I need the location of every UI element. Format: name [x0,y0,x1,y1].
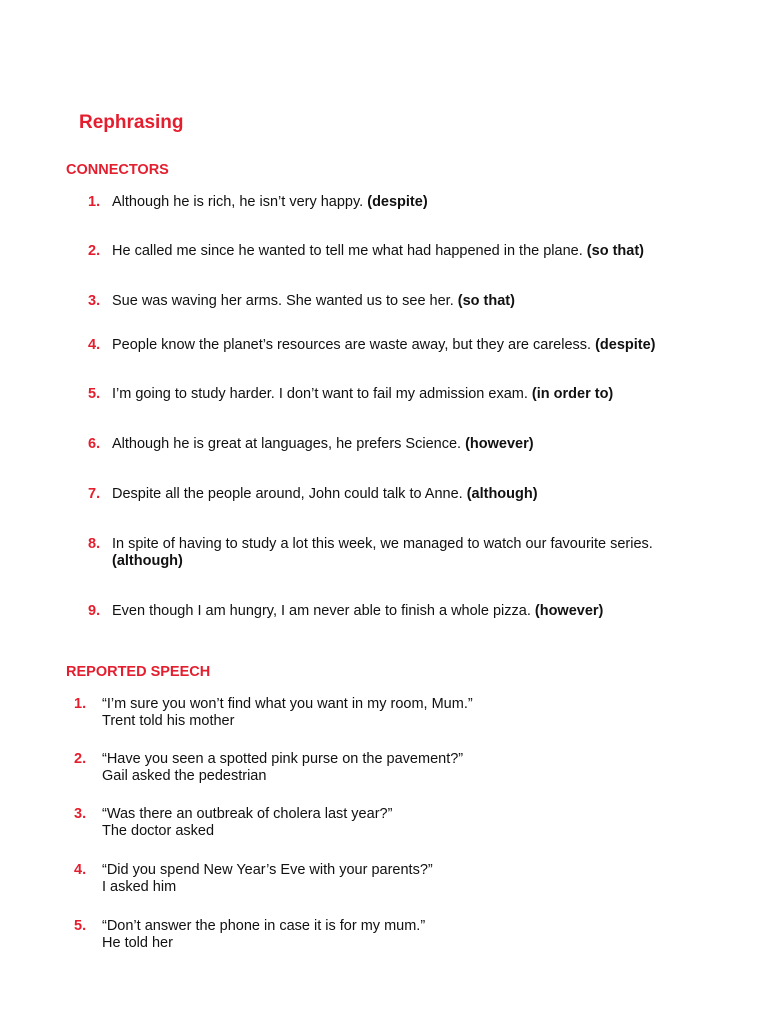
item-quote: “Did you spend New Year’s Eve with your parents?” [102,862,433,878]
item-text: Although he is rich, he isn’t very happy. [112,194,364,210]
item-reporter: Gail asked the pedestrian [102,768,267,784]
reported-item [74,862,674,902]
item-number: 3. [88,293,101,309]
connector-item [88,536,728,576]
item-number: 9. [88,603,101,619]
item-number: 2. [88,243,101,259]
connector-item [88,386,728,426]
item-reporter: Trent told his mother [102,713,235,729]
item-hint: (although) [466,486,538,502]
connector-item [88,337,728,377]
item-number: 6. [88,436,101,452]
item-reporter: The doctor asked [102,823,215,839]
reported-item [74,751,674,791]
connector-item [88,436,728,476]
item-quote: “Don’t answer the phone in case it is for my mum.” [102,918,426,934]
item-text: In spite of having to study a lot this week, we managed to watch our favourite series. [112,536,653,552]
item-number: 1. [88,194,101,210]
item-reporter: He told her [102,935,173,951]
item-number: 8. [88,536,101,552]
item-hint: (so that) [586,243,644,259]
item-hint: (however) [465,436,534,452]
item-hint: (so that) [457,293,515,309]
connector-item [88,194,728,234]
item-number: 5. [88,386,101,402]
item-quote: “Have you seen a spotted pink purse on the pavement?” [102,751,464,767]
item-number: 2. [74,751,87,767]
item-quote: “Was there an outbreak of cholera last year?” [102,806,393,822]
connector-item [88,603,728,643]
item-hint: (however) [534,603,604,619]
item-number: 5. [74,918,87,934]
item-hint: (although) [112,553,183,569]
connector-item [88,293,728,333]
item-number: 7. [88,486,101,502]
connector-item [88,243,728,283]
item-text: Even though I am hungry, I am never able to finish a whole pizza. [112,603,531,619]
section-heading-reported-speech: REPORTED SPEECH [66,664,211,680]
item-text: Despite all the people around, John could talk to Anne. [112,486,463,502]
item-text: I’m going to study harder. I don’t want to fail my admission exam. [112,386,528,402]
connector-item [88,486,728,526]
item-number: 4. [88,337,101,353]
item-text: Sue was waving her arms. She wanted us to see her. [112,293,454,309]
item-text: Although he is great at languages, he prefers Science. [112,436,462,452]
item-hint: (in order to) [531,386,614,402]
item-number: 3. [74,806,87,822]
item-hint: (despite) [367,194,428,210]
page-title: Rephrasing [79,112,184,133]
item-text: People know the planet’s resources are waste away, but they are careless. [112,337,592,353]
reported-item [74,696,674,736]
item-hint: (despite) [595,337,656,353]
section-heading-connectors: CONNECTORS [66,162,169,178]
item-reporter: I asked him [102,879,177,895]
item-quote: “I’m sure you won’t find what you want in my room, Mum.” [102,696,473,712]
item-number: 4. [74,862,87,878]
item-number: 1. [74,696,87,712]
item-text: He called me since he wanted to tell me what had happened in the plane. [112,243,583,259]
reported-item [74,918,674,958]
reported-item [74,806,674,846]
